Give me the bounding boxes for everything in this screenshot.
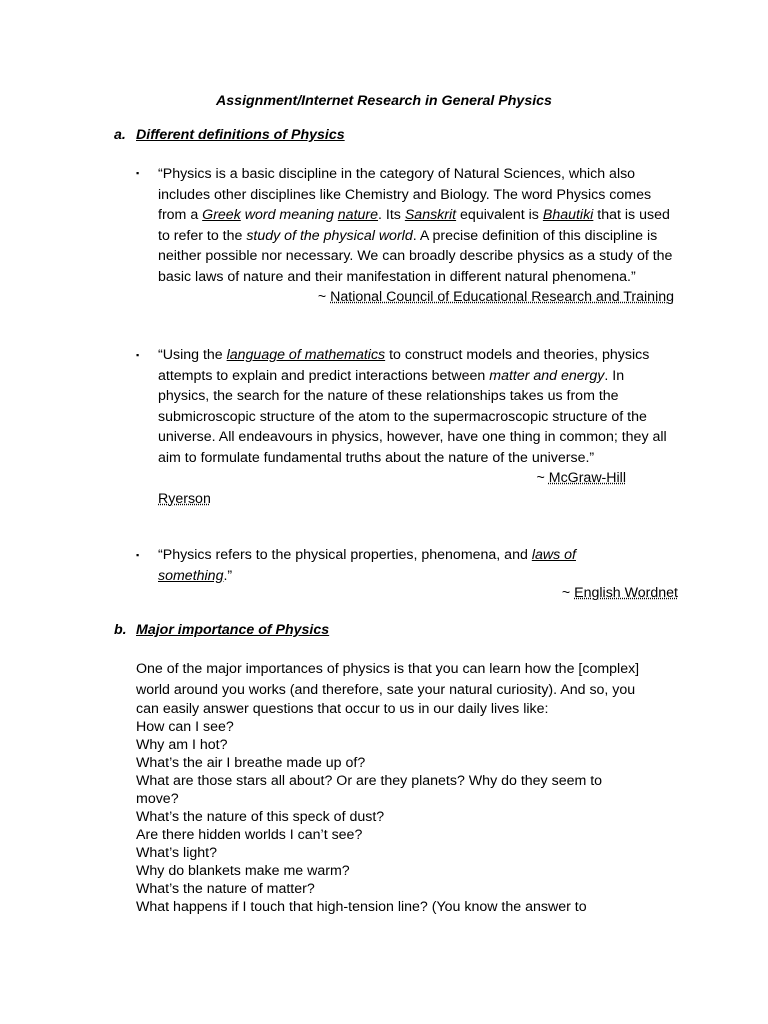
importance-paragraph: One of the major importances of physics is that you can learn how the [complex] world around you works (and therefore, sate your natural curiosity). And so, you can easily answer questions that occur to us in our daily lives like: How can I see? Why am I hot? What’s the air I breathe made up of? What are those stars all about? Or are they planets? Why do they seem to move? What’s the nature of this speck of dust? Are there hidden worlds I can’t see? What’s light? Why do blankets make me warm? What’s the nature of matter? What happens if I touch that high-tension line? (You know the answer to <box>136 659 656 916</box>
link-english-wordnet[interactable]: English Wordnet <box>574 585 678 601</box>
question-line: Why do blankets make me warm? <box>136 863 350 879</box>
section-b-heading <box>114 622 329 638</box>
bullet-icon: ▪ <box>136 168 140 178</box>
question-line: Are there hidden worlds I can’t see? <box>136 827 363 843</box>
link-bhautiki[interactable]: Bhautiki <box>542 207 594 223</box>
section-b-title: Major importance of Physics <box>136 622 330 638</box>
question-line: What’s the nature of matter? <box>136 881 315 897</box>
question-line: What are those stars all about? Or are they planets? Why do they seem to <box>136 773 603 789</box>
link-language-of-mathematics[interactable]: language of mathematics <box>226 347 386 363</box>
definition-wordnet: “Physics refers to the physical properties, phenomena, and laws of something.” <box>158 547 576 584</box>
link-nature[interactable]: nature <box>337 207 379 223</box>
bullet-icon: ▪ <box>136 550 140 560</box>
attribution-ryerson[interactable]: Ryerson <box>158 490 211 507</box>
question-line: What’s the nature of this speck of dust? <box>136 809 385 825</box>
attribution-mcgraw: ~ McGraw-Hill <box>536 470 626 486</box>
link-sanskrit[interactable]: Sanskrit <box>404 207 457 223</box>
document-title: Assignment/Internet Research in General Physics <box>216 93 552 109</box>
bullet-icon: ▪ <box>136 350 140 360</box>
link-ncert[interactable]: National Council of Educational Research and Training <box>330 289 674 305</box>
section-b-letter: b. <box>114 622 127 638</box>
question-line: Why am I hot? <box>136 737 228 753</box>
question-line: What happens if I touch that high-tension line? (You know the answer to <box>136 899 587 915</box>
section-a-letter: a. <box>114 127 126 143</box>
question-line: What’s light? <box>136 845 217 861</box>
section-a-heading <box>114 127 345 143</box>
definition-ncert: “Physics is a basic discipline in the category of Natural Sciences, which also includes other disciplines like Chemistry and Biology. The word Physics comes from a Greek word meaning nature. Its Sanskrit equivalent is Bhautiki that is used to refer to the study of the physical world. A precise definition of this discipline is neither possible nor necessary. We can broadly describe physics as a study of the basic laws of nature and their manifestation in different natural phenomena.” ~ National Council of Educational Research and Training <box>158 164 678 308</box>
question-line: How can I see? <box>136 719 234 735</box>
link-laws-of-something[interactable]: laws of something <box>158 547 576 584</box>
attribution-ncert: ~ National Council of Educational Research and Training <box>317 289 674 305</box>
definition-mcgraw: “Using the language of mathematics to construct models and theories, physics attempts to explain and predict interactions between matter and energy. In physics, the search for the nature of these relationships takes us from the submicroscopic structure of the atom to the supermacroscopic structure of the universe. All endeavours in physics, however, have one thing in common; they all aim to formulate fundamental truths about the nature of the universe.” ~ McGraw-Hill Ryerson <box>158 345 678 509</box>
question-line: move? <box>136 791 179 807</box>
question-line: What’s the air I breathe made up of? <box>136 755 366 771</box>
attribution-wordnet: ~ English Wordnet <box>561 585 678 601</box>
section-a-title: Different definitions of Physics <box>136 127 345 143</box>
link-mcgraw-hill[interactable]: McGraw-Hill <box>548 470 626 486</box>
link-greek[interactable]: Greek <box>202 207 241 223</box>
